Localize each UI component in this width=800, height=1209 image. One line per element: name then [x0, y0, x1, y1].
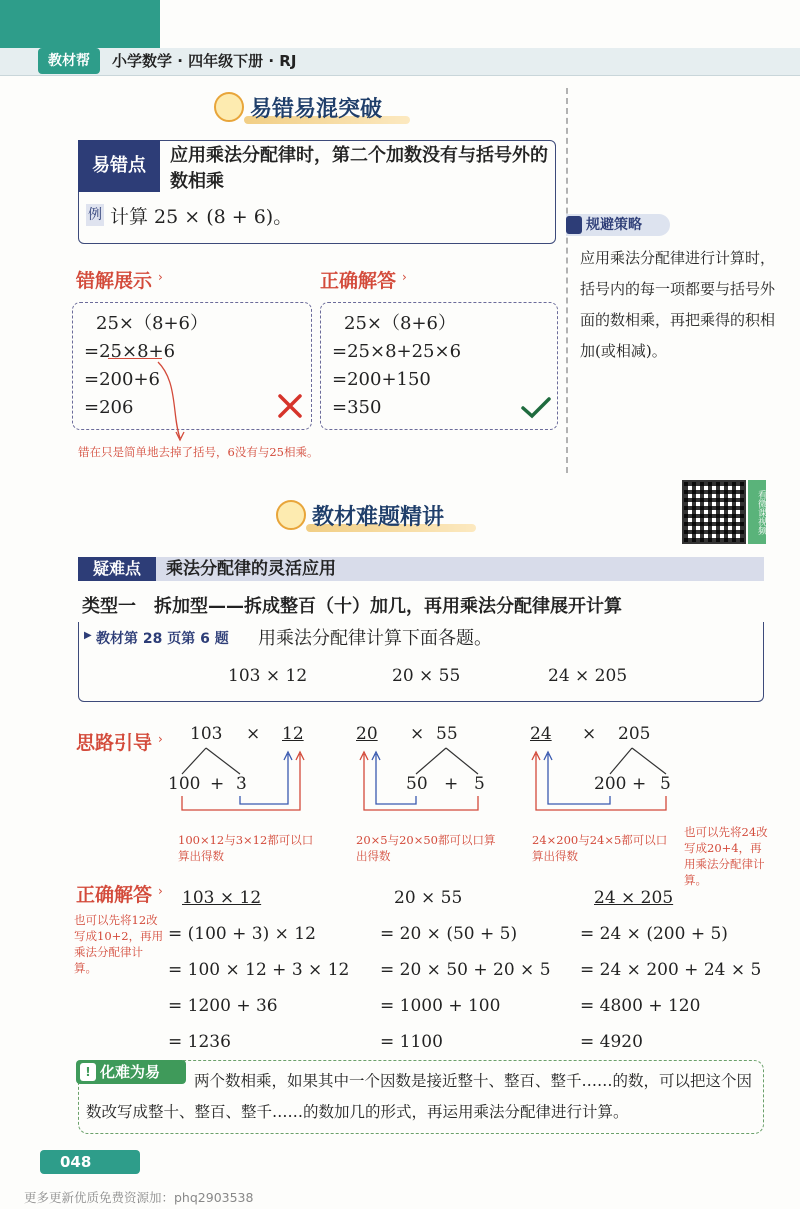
- thinking-head: 思路引导: [76, 732, 153, 754]
- solution-line: = 1000 + 100: [380, 996, 501, 1016]
- tree-factor-a: 20: [356, 724, 378, 744]
- calc-line: =200+6: [84, 369, 160, 390]
- side-note-right: 也可以先将24改写成20+4，再用乘法分配律计算。: [684, 825, 768, 887]
- tree-note: 100×12与3×12都可以口算出得数: [178, 833, 314, 863]
- solution-line: = 1236: [168, 1032, 231, 1052]
- solution-line: = 1100: [380, 1032, 443, 1052]
- qr-side-label: 看微课视频: [748, 480, 766, 544]
- tree-note: 24×200与24×5都可以口算出得数: [532, 833, 668, 863]
- problem-expr: 24 × 205: [548, 666, 628, 686]
- error-arrow-icon: [150, 360, 190, 442]
- difficulty-tag: 疑难点: [78, 557, 156, 581]
- qr-code[interactable]: [682, 480, 746, 544]
- tree-part-1: 200: [594, 774, 627, 794]
- strategy-text: 应用乘法分配律进行计算时，括号内的每一项都要与括号外面的数相乘，再把乘得的积相加(或相减)。: [580, 249, 776, 360]
- solution-line: = 1200 + 36: [168, 996, 278, 1016]
- solution-line: = (100 + 3) × 12: [168, 924, 316, 944]
- tree-op: ×: [246, 724, 261, 744]
- tree-part-2: 3: [236, 774, 247, 794]
- wrong-solution-head: 错解展示: [76, 270, 153, 292]
- example-text: 计算 25 × (8 + 6)。: [110, 206, 293, 228]
- solution-col-3: [580, 880, 761, 1060]
- tree-op: ×: [410, 724, 425, 744]
- answer-head: 正确解答: [76, 884, 153, 906]
- problem-expr: 20 × 55: [392, 666, 461, 686]
- error-point-tag: 易错点: [78, 140, 160, 192]
- error-underline: [108, 358, 162, 359]
- book-title: 小学数学 · 四年级下册 · RJ: [112, 52, 297, 70]
- header-band: [0, 0, 160, 48]
- solution-col-2: [380, 880, 551, 1060]
- solution-line: = 20 × (50 + 5): [380, 924, 518, 944]
- wrong-note: 错在只是简单地去掉了括号，6没有与25相乘。: [78, 445, 319, 459]
- solution-line: 103 × 12: [182, 888, 262, 908]
- key-icon: !: [80, 1063, 96, 1081]
- hand-icon: [566, 216, 582, 234]
- correct-solution-head: 正确解答: [320, 270, 397, 292]
- solution-line: = 20 × 50 + 20 × 5: [380, 960, 551, 980]
- tree-plus: +: [210, 774, 225, 794]
- tree-factor-b: 55: [436, 724, 458, 744]
- type-heading: 类型一 拆加型——拆成整百（十）加几，再用乘法分配律展开计算: [82, 596, 622, 617]
- chevron-right-icon: ›: [158, 884, 163, 898]
- tree-factor-a: 24: [530, 724, 552, 744]
- page-number: 048: [40, 1150, 140, 1174]
- calc-line: =200+150: [332, 369, 431, 390]
- lightbulb-icon: [276, 500, 306, 530]
- tree-factor-b: 12: [282, 724, 304, 744]
- tree-part-2: 5: [474, 774, 485, 794]
- tree-lines: [524, 740, 684, 820]
- solution-line: = 24 × 200 + 24 × 5: [580, 960, 762, 980]
- solution-line: 24 × 205: [594, 888, 674, 908]
- tree-part-1: 100: [168, 774, 201, 794]
- lightbulb-icon: [214, 92, 244, 122]
- tree-plus: +: [632, 774, 647, 794]
- tip-text: 两个数相乘，如果其中一个因数是接近整十、整百、整千……的数，可以把这个因数改写成整十、整百、整千……的数加几的形式，再运用乘法分配律进行计算。: [86, 1072, 753, 1121]
- solution-line: 20 × 55: [394, 888, 463, 908]
- side-note-left: 也可以先将12改写成10+2，再用乘法分配律计算。: [74, 913, 164, 975]
- calc-line: =25×8+25×6: [332, 341, 462, 362]
- solution-line: = 4920: [580, 1032, 643, 1052]
- problem-source: 教材第 28 页第 6 题: [96, 631, 229, 647]
- tip-tag: 化难为易: [76, 1060, 186, 1084]
- calc-line: 25×（8+6）: [344, 313, 456, 334]
- tree-factor-a: 103: [190, 724, 223, 744]
- calc-line: =350: [332, 397, 382, 418]
- strategy-tag: 规避策略: [566, 214, 670, 236]
- difficulty-text: 乘法分配律的灵活应用: [166, 559, 336, 579]
- error-point-text: 应用乘法分配律时，第二个加数没有与括号外的数相乘: [170, 145, 548, 192]
- chevron-right-icon: ›: [158, 270, 163, 284]
- chevron-right-icon: ›: [402, 270, 407, 284]
- tree-note: 20×5与20×50都可以口算出得数: [356, 833, 496, 863]
- tree-part-2: 5: [660, 774, 671, 794]
- footer-note: 更多更新优质免费资源加：phq2903538: [24, 1190, 254, 1205]
- brand-badge: 教材帮: [38, 48, 100, 74]
- solution-line: = 100 × 12 + 3 × 12: [168, 960, 350, 980]
- example-mark: 例: [86, 204, 104, 226]
- column-divider: [566, 88, 568, 473]
- tree-lines: [350, 740, 500, 820]
- chevron-right-icon: ›: [158, 732, 163, 746]
- calc-line: =206: [84, 397, 134, 418]
- tree-op: ×: [582, 724, 597, 744]
- problem-expr: 103 × 12: [228, 666, 308, 686]
- tree-factor-b: 205: [618, 724, 651, 744]
- tree-part-1: 50: [406, 774, 428, 794]
- problem-question: 用乘法分配律计算下面各题。: [258, 628, 492, 649]
- solution-line: = 4800 + 120: [580, 996, 701, 1016]
- tree-lines: [160, 740, 320, 820]
- solution-col-1: [168, 880, 349, 1060]
- calc-line: 25×（8+6）: [96, 313, 208, 334]
- solution-line: = 24 × (200 + 5): [580, 924, 728, 944]
- section-title-mistakes: 易错易混突破: [250, 97, 383, 122]
- cross-icon: [276, 392, 304, 420]
- correct-solution-lines: [332, 310, 461, 422]
- tree-plus: +: [444, 774, 459, 794]
- calc-line: =25×8+6: [84, 341, 176, 362]
- triangle-right-icon: ▶: [84, 630, 92, 641]
- section-title-textbook: 教材难题精讲: [312, 505, 445, 530]
- check-icon: [520, 396, 552, 420]
